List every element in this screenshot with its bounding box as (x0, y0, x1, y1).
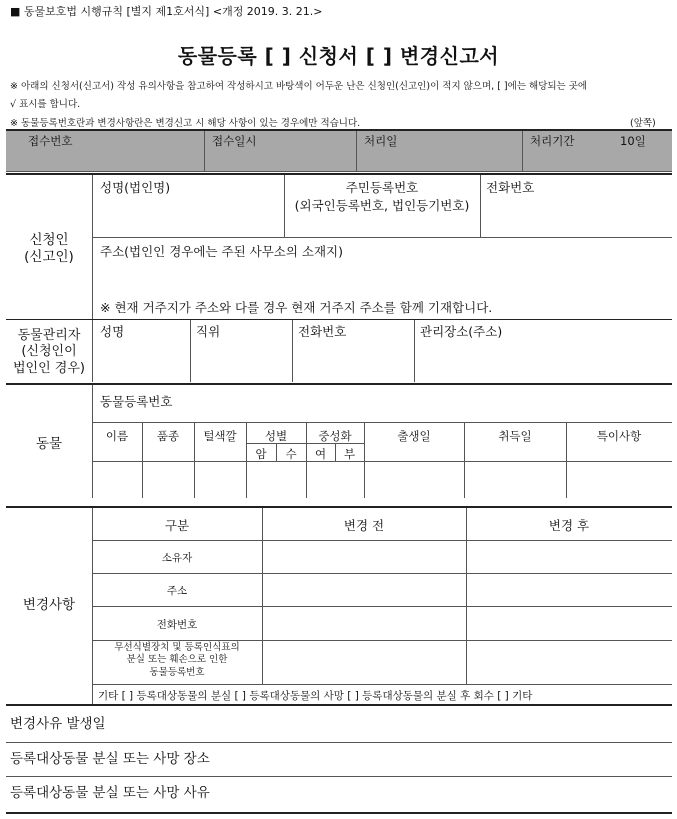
loss-place-label: 등록대상동물 분실 또는 사망 장소 (10, 751, 210, 767)
sex-female-option[interactable]: 암 (255, 447, 267, 461)
manager-name-label: 성명 (100, 324, 125, 339)
processing-period-label: 처리기간 (530, 134, 575, 148)
sex-male-option[interactable]: 수 (285, 447, 297, 461)
changes-section-label: 변경사항 (22, 597, 76, 613)
changes-row-address: 주소 (166, 585, 188, 597)
note-line-2: √ 표시를 합니다. (10, 99, 81, 110)
note-line-3: ※ 동물등록번호란과 변경사항란은 변경신고 시 해당 사항이 있는 경우에만 적습니다. (10, 118, 361, 129)
animal-col-sex: 성별 (264, 429, 288, 443)
receipt-number-label: 접수번호 (28, 134, 73, 148)
animal-col-color: 털색깔 (203, 429, 237, 443)
changes-row-phone: 전화번호 (156, 619, 198, 631)
changes-row-device: 무선식별장치 및 등록인식표의 분실 또는 훼손으로 인한 동물등록번호 (114, 642, 240, 678)
neutered-no-option[interactable]: 부 (343, 447, 356, 461)
animal-col-acquired: 취득일 (498, 429, 532, 443)
animal-reg-no-label: 동물등록번호 (100, 394, 173, 409)
animal-col-breed: 품종 (156, 429, 180, 443)
neutered-yes-option[interactable]: 여 (314, 447, 327, 461)
receipt-date-label: 접수일시 (212, 134, 257, 148)
manager-position-label: 직위 (196, 324, 221, 339)
changes-row-owner: 소유자 (161, 552, 193, 564)
applicant-id-label: 주민등록번호 (외국인등록번호, 법인등기번호) (294, 180, 470, 213)
changes-col-category: 구분 (164, 518, 190, 533)
manager-phone-label: 전화번호 (298, 324, 347, 339)
animal-col-name: 이름 (105, 429, 129, 443)
processed-date-label: 처리일 (364, 134, 398, 148)
applicant-name-label: 성명(법인명) (100, 180, 171, 195)
manager-section-label: 동물관리자 (신청인이 법인인 경우) (13, 328, 85, 376)
animal-col-special: 특이사항 (596, 429, 642, 443)
manager-place-label: 관리장소(주소) (420, 324, 503, 339)
form-reference: ■ 동물보호법 시행규칙 [별지 제1호서식] <개정 2019. 3. 21.> (10, 5, 323, 18)
loss-reason-label: 등록대상동물 분실 또는 사망 사유 (10, 785, 210, 801)
animal-col-birth: 출생일 (397, 429, 431, 443)
applicant-section-label: 신청인 (신고인) (24, 232, 74, 265)
note-line-1: ※ 아래의 신청서(신고서) 작성 유의사항을 참고하여 작성하시고 바탕색이 어두운 난은 신청인(신고인)이 적지 않으며, [ ]에는 해당되는 곳에 (10, 81, 588, 92)
form-title: 동물등록 [ ] 신청서 [ ] 변경신고서 (177, 44, 500, 68)
applicant-address-note: ※ 현재 거주지가 주소와 다를 경우 현재 거주지 주소를 함께 기재합니다. (100, 300, 493, 315)
applicant-address-label: 주소(법인인 경우에는 주된 사무소의 소재지) (100, 244, 343, 259)
animal-section-label: 동물 (35, 436, 63, 452)
applicant-phone-label: 전화번호 (486, 180, 535, 195)
animal-col-neutered: 중성화 (318, 429, 352, 443)
changes-col-after: 변경 후 (548, 518, 590, 533)
change-reason-date-label: 변경사유 발생일 (10, 716, 106, 732)
changes-col-before: 변경 전 (343, 518, 385, 533)
page-side: (앞쪽) (630, 118, 656, 129)
receipt-box (6, 129, 672, 172)
changes-other-options[interactable]: 기타 [ ] 등록대상동물의 분실 [ ] 등록대상동물의 사망 [ ] 등록대상동물의 분실 후 회수 [ ] 기타 (98, 690, 533, 702)
processing-period-value: 10일 (620, 134, 646, 148)
